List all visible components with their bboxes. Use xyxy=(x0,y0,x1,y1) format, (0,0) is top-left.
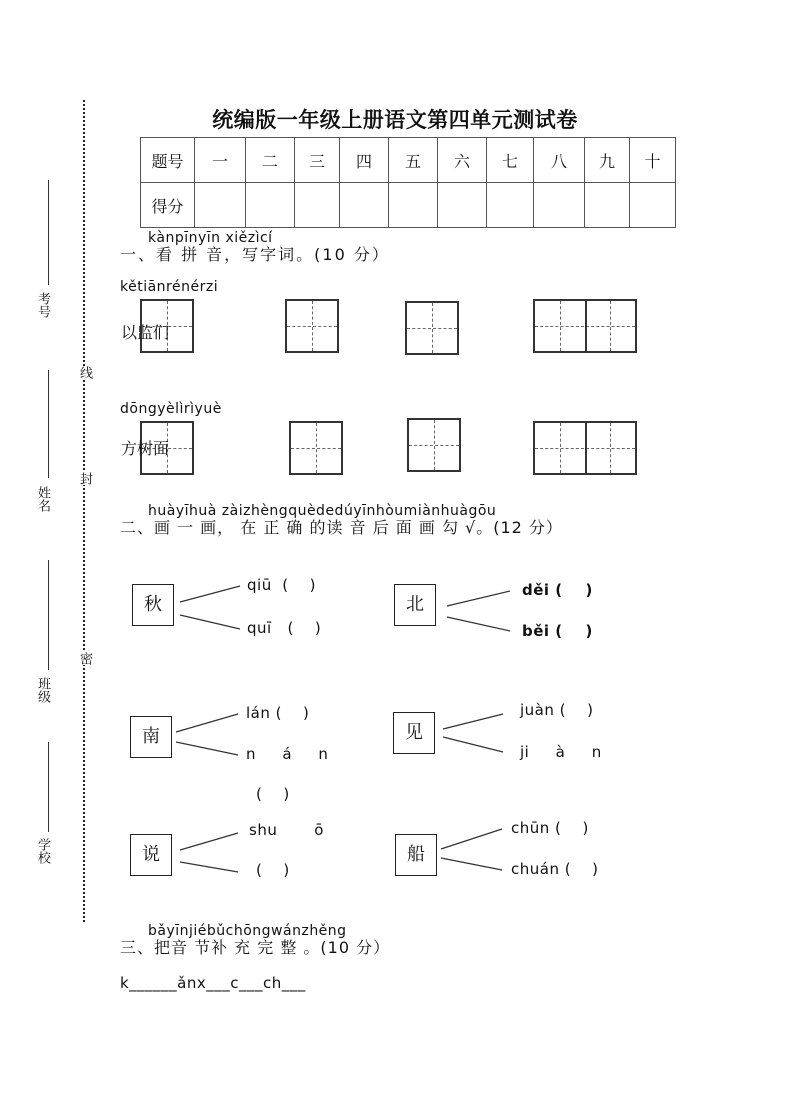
school-label: 学校 xyxy=(35,838,50,864)
score-cell: 五 xyxy=(389,138,438,183)
section2-heading: 二、画 一 画， 在 正 确 的读 音 后 面 画 勾 √。(12 分） xyxy=(120,518,563,537)
seal-line-xian: 线 xyxy=(77,366,92,379)
score-cell: 一 xyxy=(195,138,246,183)
char-box: 说 xyxy=(130,834,172,876)
pinyin-option[interactable]: chūn ( ) xyxy=(511,819,589,837)
char-box: 见 xyxy=(393,712,435,754)
score-cell: 四 xyxy=(340,138,389,183)
q2-words: 方树面 xyxy=(121,439,170,458)
q1-pinyin: kětiānrénérzi xyxy=(120,279,219,295)
pinyin-option[interactable]: quī ( ) xyxy=(247,619,322,637)
pinyin-option[interactable]: qiū ( ) xyxy=(247,576,317,594)
page-title: 统编版一年级上册语文第四单元测试卷 xyxy=(212,107,578,132)
pinyin-option[interactable]: n á n xyxy=(246,745,329,763)
pinyin-option[interactable]: juàn ( ) xyxy=(520,701,594,719)
exam-number-label: 考号 xyxy=(35,292,50,318)
score-cell: 二 xyxy=(246,138,295,183)
score-cell: 九 xyxy=(585,138,630,183)
pinyin-option[interactable]: shu ō xyxy=(249,821,324,839)
score-cell: 六 xyxy=(438,138,487,183)
seal-line-mi: 密 xyxy=(77,652,92,665)
q2-pinyin: dōngyèlìrìyuè xyxy=(120,401,222,417)
char-box: 秋 xyxy=(132,584,174,626)
section1-pinyin: kànpīnyīn xiězìcí xyxy=(148,230,273,246)
pinyin-option[interactable]: děi ( ) xyxy=(522,581,593,599)
pinyin-option[interactable]: ( ) xyxy=(256,861,290,879)
score-cell: 七 xyxy=(487,138,534,183)
char-box: 南 xyxy=(130,716,172,758)
section3-pinyin: bǎyīnjiébǔchōngwánzhěng xyxy=(148,923,347,939)
pinyin-option-paren[interactable]: ( ) xyxy=(256,785,290,803)
pinyin-option[interactable]: ji à n xyxy=(520,743,602,761)
class-label: 班级 xyxy=(35,677,50,703)
score-cell: 三 xyxy=(295,138,340,183)
name-label: 姓名 xyxy=(35,486,50,512)
pinyin-option[interactable]: lán ( ) xyxy=(246,704,310,722)
score-cell: 得分 xyxy=(141,183,195,228)
score-cell: 十 xyxy=(630,138,676,183)
section3-heading: 三、把音 节补 充 完 整 。(10 分） xyxy=(120,938,391,957)
pinyin-option[interactable]: běi ( ) xyxy=(522,622,593,640)
fill-blank-line[interactable]: k______ǎnx___c___ch___ xyxy=(120,974,306,992)
char-box: 北 xyxy=(394,584,436,626)
section2-pinyin: huàyīhuà zàizhèngquèdedúyīnhòumiànhuàgōu xyxy=(148,503,497,519)
score-cell: 八 xyxy=(534,138,585,183)
pinyin-option[interactable]: chuán ( ) xyxy=(511,860,599,878)
q1-words: 以监们 xyxy=(121,323,170,342)
score-cell: 题号 xyxy=(141,138,195,183)
section1-heading: 一、看 拼 音，写字词。(10 分） xyxy=(120,245,390,264)
char-box: 船 xyxy=(395,834,437,876)
seal-line-feng: 封 xyxy=(77,472,92,485)
